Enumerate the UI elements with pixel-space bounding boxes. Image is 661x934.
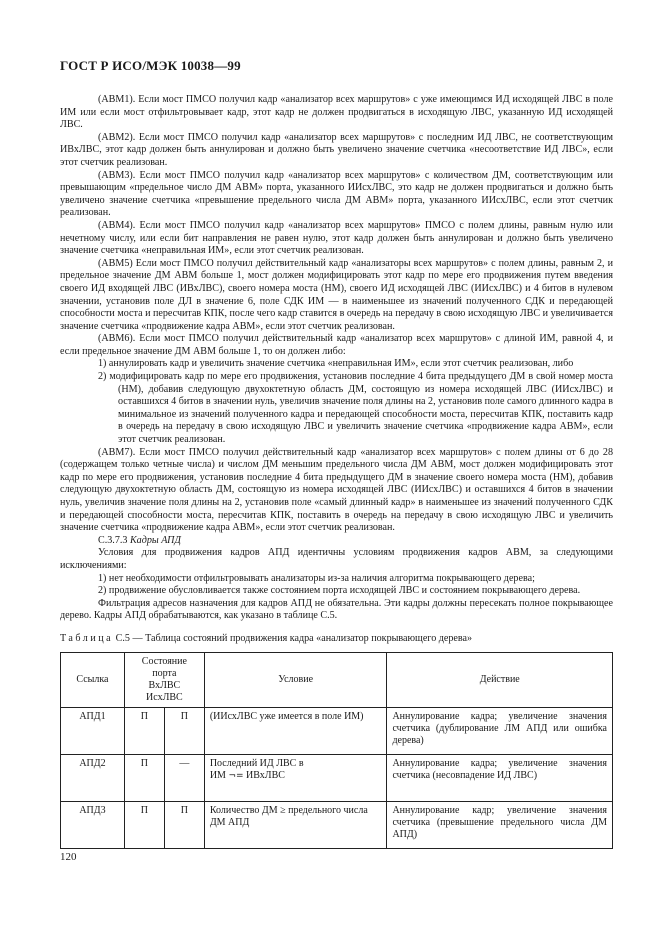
- document-page: [60, 58, 613, 849]
- row-condition: [204, 754, 387, 801]
- header-port-state-title: Состояние порта: [141, 655, 187, 679]
- condition-line-1: Последний ИД ЛВС в: [209, 757, 304, 769]
- section-title: Кадры АПД: [129, 534, 181, 546]
- paragraph-abm2: (ABM2). Если мост ПМСО получил кадр «анализатор всех маршрутов» с последним ИД ЛВС, не соответствующим ИВхЛВС, этот кадр должен быть аннулирован и должно быть увеличено значение счетчика «несоответствие ИД ЛВС», если этот счетчик реализован.: [60, 131, 613, 168]
- abm6-item-1: 1) аннулировать кадр и увеличить значение счетчика «неправильная ИМ», если этот счетчик реализован, либо: [98, 358, 574, 370]
- condition-im: ИМ: [209, 769, 226, 781]
- section-number: С.3.7.3: [98, 534, 128, 546]
- table-caption-text: С.5 — Таблица состояний продвижения кадра «анализатор покрывающего дерева»: [115, 632, 473, 644]
- row-out-state: П: [164, 801, 204, 848]
- table-row: [61, 754, 613, 801]
- table-label: Таблица: [60, 632, 114, 644]
- row-ref: АПД1: [61, 707, 125, 754]
- apd-item-1: 1) нет необходимости отфильтровывать анализаторы из-за наличия алгоритма покрывающего дерева;: [98, 572, 535, 584]
- condition-line-2: [210, 770, 382, 782]
- paragraph-abm7: (ABM7). Если мост ПМСО получил действительный кадр «анализатор всех маршрутов» с полем длины от 6 до 28 (содержащем только четные числа) и числом ДМ меньшим предельного числа ДМ АВМ, мост должен модифицировать этот кадр по мере его продвижения, установив последние 4 бита предыдущего ДМ в значение своего номера моста (НМ), добавив следующую двухоктетную область ДМ, состоящую из номера исходящей ЛВС (ИИсхЛВС) и оставшихся 4 битов в значении нуль, увеличив значение поля длины на 2, установив поле «самый длинный кадр» в наименьшее из значений полученного СДК и передающей способности моста, пересчитав КПК, поставить в очередь на передачу в свою исходящую ЛВС и увеличить значение счетчика «продвижение кадра АВМ», если этот счетчик реализован.: [60, 446, 613, 534]
- header-port-state: [124, 652, 204, 707]
- apd-intro: Условия для продвижения кадров АПД идентичны условиям продвижения кадров АВМ, за следующими исключениями:: [60, 547, 613, 571]
- row-in-state: П: [124, 707, 164, 754]
- header-ref: Ссылка: [61, 652, 125, 707]
- paragraph-abm1: (ABM1). Если мост ПМСО получил кадр «анализатор всех маршрутов» с уже имеющимся ИД исходящей ЛВС в поле ИМ или если мост отфильтровывает кадр, этот кадр не должен продвигаться в исходящую ЛВС, указанную ИД исходящей ЛВС.: [60, 94, 613, 131]
- paragraph-abm3: (ABM3). Если мост ПМСО получил кадр «анализатор всех маршрутов» с количеством ДМ, соответствующим или превышающим «предельное число ДМ АВМ» порта, указанного ИИсхЛВС, это кадр не должен продвигаться и должно быть увеличено значение счетчика «превышение предельного числа ДМ АВМ» порта, указанного ИИсхЛВС, если этот счетчик реализован.: [60, 169, 613, 219]
- header-condition: Условие: [204, 652, 387, 707]
- row-out-state: —: [164, 754, 204, 801]
- page-number: 120: [60, 851, 77, 863]
- row-condition: Количество ДМ ≥ предельного числа ДМ АПД: [204, 801, 387, 848]
- header-action: Действие: [387, 652, 613, 707]
- row-action: Аннулирование кадр; увеличение значения счетчика (превышение предельного числа ДМ АПД): [387, 801, 613, 848]
- apd-item-2: 2) продвижение обусловливается также состоянием порта исходящей ЛВС и состоянием покрывающего дерева.: [98, 585, 581, 597]
- table-caption: [60, 633, 613, 646]
- header-port-state-cols: ВхЛВС ИсхЛВС: [146, 679, 183, 703]
- standard-header: ГОСТ Р ИСО/МЭК 10038—99: [60, 58, 241, 73]
- row-condition: (ИИсхЛВС уже имеется в поле ИМ): [204, 707, 387, 754]
- row-ref: АПД3: [61, 801, 125, 848]
- row-ref: АПД2: [61, 754, 125, 801]
- paragraph-abm4: (ABM4). Если мост ПМСО получил кадр «анализатор всех маршрутов» ПМСО с полем длины, равным нулю или нечетному числу, или если бит направления не равен нулю, этот кадр должен быть аннулирован и должно быть увеличено значение счетчика «неправильная ИМ», если этот счетчик реализован.: [60, 219, 613, 257]
- section-heading: [60, 535, 613, 548]
- abm6-item-2: 2) модифицировать кадр по мере его продвижения, установив последние 4 бита предыдущего ДМ в свой номер моста (НМ), добавив следующую двухоктетную область ДМ, состоящую из номера исходящей ЛВС (ИИсхЛВС) и оставшихся 4 битов в значении нуль, увеличив значение поля длины на 2, установив поле самого длинного кадра в минимальное из значений полученного кадра и передающей способности моста, пересчитав КПК, поставить кадр в очередь на передачу в свою исходящую ЛВС и увеличить значение счетчика «продвижение кадра АВМ», если этот счетчик реализован.: [98, 371, 614, 446]
- row-action: Аннулирование кадра; увеличение значения счетчика (несовпадение ИД ЛВС): [387, 754, 613, 801]
- not-equal-icon: ¬=: [228, 770, 244, 781]
- row-action: Аннулирование кадра; увеличение значения счетчика (дублирование ЛМ АПД или ошибка дерева): [387, 707, 613, 754]
- paragraph-abm6: (ABM6). Если мост ПМСО получил действительный кадр «анализатор всех маршрутов» с длиной ИМ, равной 4, и если предельное значение ДМ АВМ больше 1, то он должен либо:: [60, 333, 613, 357]
- table-row: [61, 707, 613, 754]
- row-in-state: П: [124, 801, 164, 848]
- paragraph-abm5: (ABM5) Если мост ПМСО получил действительный кадр «анализаторы всех маршрутов» с полем длины, равным 2, и предельное значение ДМ АВМ больше 1, мост должен модифицировать этот кадр по мере его продвижения путем введения своего ИД входящей ЛВС (ИВхЛВС), своего номера моста (НМ), своего ИД исходящей ЛВС (ИИсхЛВС) и 4 битов в нулевом значении, установив поле ДЛ в значение 6, поле СДК ИМ — в наименьшее из значений полученного СДК и передающей способности моста и пересчитав КПК, после чего кадр ставится в очередь на передачу в свою исходящую ЛВС и увеличивается значение счетчика «продвижение кадра АВМ», если этот счетчик реализован.: [60, 257, 613, 332]
- condition-ivx: ИВхЛВС: [246, 769, 285, 781]
- row-out-state: П: [164, 707, 204, 754]
- row-in-state: П: [124, 754, 164, 801]
- apd-filter-paragraph: Фильтрация адресов назначения для кадров АПД не обязательна. Эти кадры должны пересекать полное покрывающее дерево. Кадры АПД обрабатываются, как указано в таблице С.5.: [60, 597, 613, 622]
- state-table: [60, 652, 613, 849]
- table-row: [61, 801, 613, 848]
